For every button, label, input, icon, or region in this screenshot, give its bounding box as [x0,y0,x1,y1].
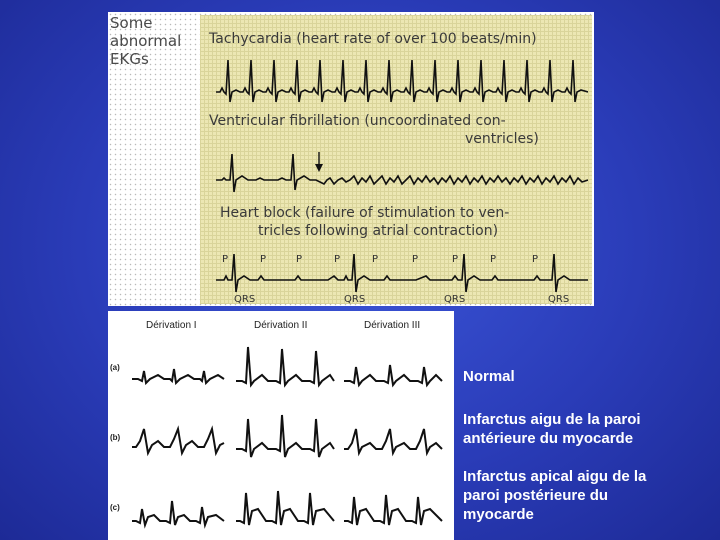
vfib-trace [216,150,588,202]
infarction-traces [108,311,454,540]
p-wave-label: P [260,254,267,265]
caption-apical-line-1: Infarctus apical aigu de la [463,468,647,485]
p-wave-label: P [334,254,341,265]
trace-a-lead-ii [236,347,334,385]
caption-anterior-line-1: Infarctus aigu de la paroi [463,411,641,428]
vfib-label [209,112,539,148]
p-wave-label: P [296,254,303,265]
row-label-a: (a) [110,363,120,372]
p-wave-label: P [532,254,539,265]
caption-anterior-infarction [463,410,713,448]
qrs-label: QRS [548,294,570,305]
qrs-label: QRS [344,294,366,305]
vfib-onset-arrow-icon [315,164,323,172]
tachycardia-label [209,30,537,48]
lead-header-i: Dérivation I [146,320,197,331]
trace-a-lead-iii [344,365,442,385]
row-label-b: (b) [110,433,121,442]
caption-normal: Normal [463,368,515,385]
heart-block-label [220,204,509,240]
heart-block-title-line-1: Heart block (failure of stimulation to ven- [220,205,510,221]
vfib-title-line-1: Ventricular fibrillation (uncoordinated con- [209,113,506,129]
p-wave-label: P [452,254,459,265]
tachycardia-trace [216,54,588,106]
caption-anterior-line-2: antérieure du myocarde [463,430,634,447]
qrs-label: QRS [444,294,466,305]
side-title-line-1: Some [110,14,153,32]
trace-b-lead-ii [236,415,334,457]
trace-b-lead-i [132,429,224,453]
trace-c-lead-i [132,501,224,525]
side-title-line-3: EKGs [110,50,149,68]
trace-b-lead-iii [344,429,442,453]
row-label-c: (c) [110,503,120,512]
caption-apical-line-2: paroi postérieure du [463,487,609,504]
p-wave-label: P [412,254,419,265]
infarction-ekg-figure [108,311,454,540]
caption-apical-line-3: myocarde [463,506,534,523]
trace-c-lead-iii [344,495,442,525]
heart-block-title-line-2: tricles following atrial contraction) [258,223,499,239]
side-title-line-2: abnormal [110,32,182,50]
trace-c-lead-ii [236,491,334,525]
p-wave-label: P [490,254,497,265]
caption-apical-infarction [463,467,713,524]
heart-block-trace [216,248,588,306]
vfib-title-line-2: ventricles) [465,131,539,147]
figure-side-title [110,14,200,68]
p-wave-label: P [372,254,379,265]
qrs-label: QRS [234,294,256,305]
lead-header-ii: Dérivation II [254,320,308,331]
p-wave-label: P [222,254,229,265]
lead-header-iii: Dérivation III [364,320,421,331]
abnormal-ekgs-figure [108,12,594,306]
tachycardia-title: Tachycardia (heart rate of over 100 beats/min) [209,31,537,47]
trace-a-lead-i [132,369,224,383]
